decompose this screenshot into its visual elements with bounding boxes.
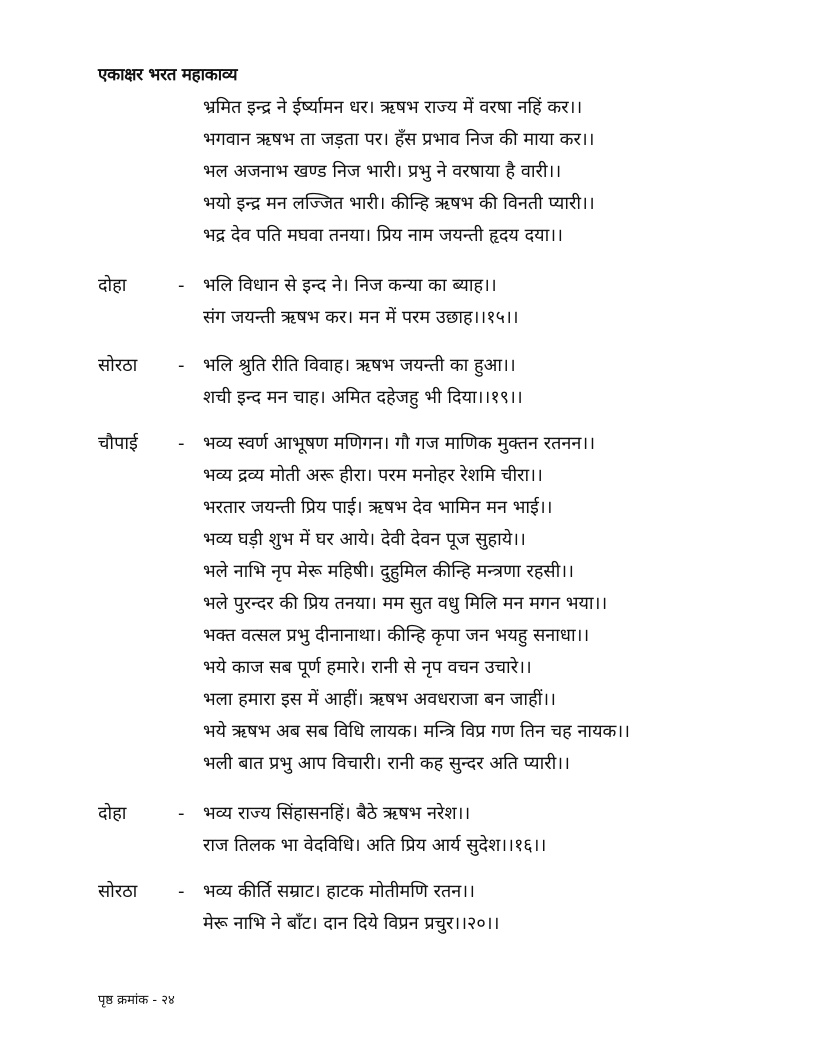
verse-line: भव्य राज्य सिंहासनहिं। बैठे ऋषभ नरेश।। [203, 803, 471, 824]
verse-line: शची इन्द मन चाह। अमित दहेजहु भी दिया।।१९।। [203, 387, 523, 408]
running-header: एकाक्षर भरत महाकाव्य [98, 65, 238, 85]
verse-line: भव्य घड़ी शुभ में घर आये। देवी देवन पूज सुहाये।। [203, 529, 526, 550]
verse-line: मेरू नाभि ने बाँट। दान दिये विप्रन प्रचुर।।२०।। [203, 913, 500, 934]
verse-line: भलि श्रुति रीति विवाह। ऋषभ जयन्ती का हुआ।। [203, 355, 516, 376]
verse-line: भव्य कीर्ति सम्राट। हाटक मोतीमणि रतन।। [203, 881, 475, 902]
verse-line: भले नाभि नृप मेरू महिषी। दुहुमिल कीन्हि मन्त्रणा रहसी।। [203, 561, 574, 582]
verse-section-1 [0, 92, 816, 252]
label-dash: - [178, 275, 185, 296]
doha-section-1 [0, 270, 816, 334]
verse-type-label: सोरठा [98, 881, 138, 902]
verse-line: भ्रमित इन्द्र ने ईर्ष्यामन धर। ऋषभ राज्य में वरषा नहिं कर।। [203, 97, 583, 118]
verse-line: भले पुरन्दर की प्रिय तनया। मम सुत वधु मिलि मन मगन भया।। [203, 593, 608, 614]
label-dash: - [178, 803, 185, 824]
label-dash: - [178, 433, 185, 454]
label-dash: - [178, 881, 185, 902]
verse-line: भल अजनाभ खण्ड निज भारी। प्रभु ने वरषाया है वारी।। [203, 161, 562, 182]
verse-type-label: सोरठा [98, 355, 138, 376]
verse-line: भये काज सब पूर्ण हमारे। रानी से नृप वचन उचारे।। [203, 657, 532, 678]
verse-line: भलि विधान से इन्द ने। निज कन्या का ब्याह।। [203, 275, 497, 296]
verse-line: भगवान ऋषभ ता जड़ता पर। हँस प्रभाव निज की माया कर।। [203, 129, 595, 150]
chaupai-section [0, 428, 816, 780]
verse-line: भला हमारा इस में आहीं। ऋषभ अवधराजा बन जाहीं।। [203, 689, 556, 710]
doha-section-2 [0, 798, 816, 862]
verse-type-label: दोहा [98, 803, 127, 824]
page-number: पृष्ठ क्रमांक - २४ [98, 993, 175, 1008]
verse-type-label: दोहा [98, 275, 127, 296]
verse-line: भव्य स्वर्ण आभूषण मणिगन। गौ गज माणिक मुक्तन रतनन।। [203, 433, 596, 454]
verse-line: भये ऋषभ अब सब विधि लायक। मन्त्रि विप्र गण तिन चह नायक।। [203, 721, 631, 742]
verse-line: भद्र देव पति मघवा तनया। प्रिय नाम जयन्ती हृदय दया।। [203, 225, 563, 246]
sortha-section-2 [0, 876, 816, 940]
label-dash: - [178, 355, 185, 376]
verse-line: संग जयन्ती ऋषभ कर। मन में परम उछाह।।१५।। [203, 307, 519, 328]
sortha-section-1 [0, 350, 816, 414]
verse-line: भरतार जयन्ती प्रिय पाई। ऋषभ देव भामिन मन भाई।। [203, 497, 553, 518]
verse-type-label: चौपाई [98, 433, 138, 454]
verse-line: भक्त वत्सल प्रभु दीनानाथा। कीन्हि कृपा जन भयहु सनाधा।। [203, 625, 590, 646]
verse-line: भली बात प्रभु आप विचारी। रानी कह सुन्दर अति प्यारी।। [203, 753, 570, 774]
verse-line: राज तिलक भा वेदविधि। अति प्रिय आर्य सुदेश।।१६।। [203, 835, 547, 856]
verse-line: भयो इन्द्र मन लज्जित भारी। कीन्हि ऋषभ की विनती प्यारी।। [203, 193, 595, 214]
verse-line: भव्य द्रव्य मोती अरू हीरा। परम मनोहर रेशमि चीरा।। [203, 465, 543, 486]
